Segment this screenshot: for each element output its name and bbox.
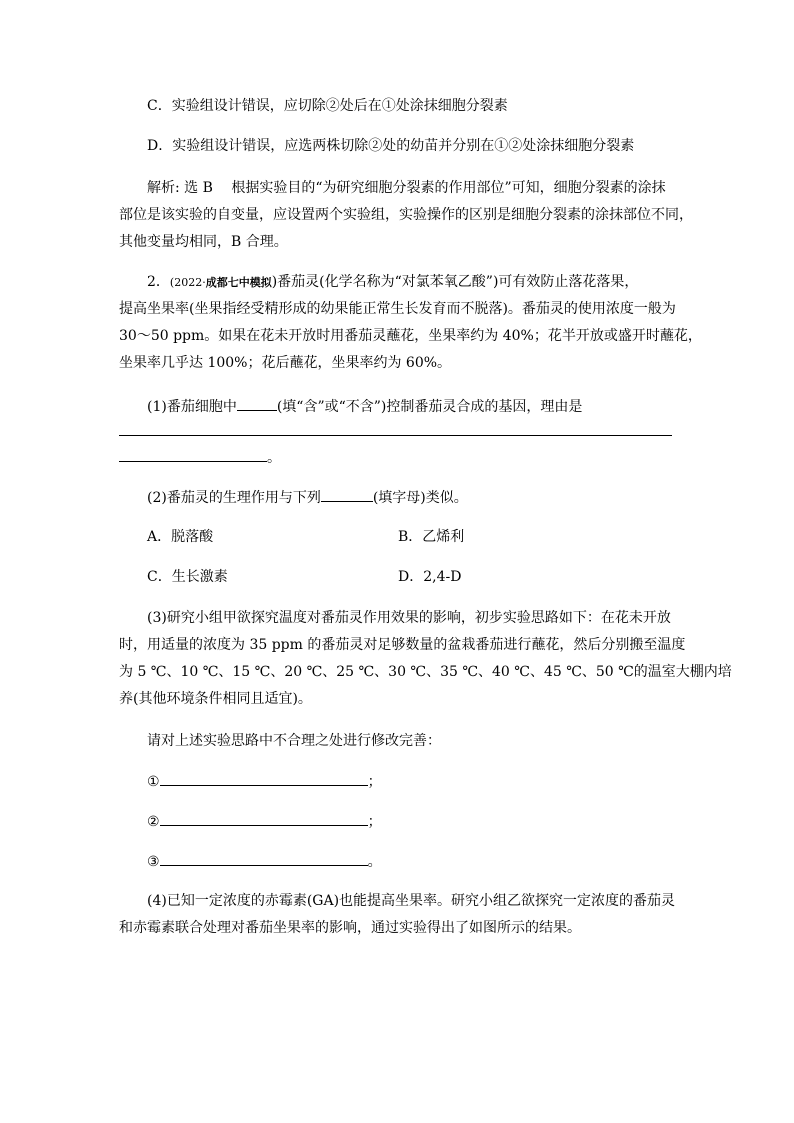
- choice-b: B．乙烯利: [398, 529, 465, 545]
- analysis-label: 解析: [147, 180, 175, 196]
- answer-blank-3-2[interactable]: [160, 811, 368, 826]
- sub-question-3-line-2: 时，用适量的浓度为 35 ppm 的番茄灵对足够数量的盆栽番茄进行蘸花，然后分别搬至温度: [119, 637, 686, 653]
- choice-c: C．生长激素: [147, 569, 228, 585]
- sub-question-3-prompt: 请对上述实验思路中不合理之处进行修改完善：: [147, 733, 441, 749]
- revision-item-1: ① ；: [147, 771, 382, 792]
- analysis-line-3: 其他变量均相同，B 合理。: [119, 234, 288, 250]
- revision-item-3: ③ 。: [147, 851, 382, 872]
- question-2-line-3: 30～50 ppm。如果在花未开放时用番茄灵蘸花，坐果率约为 40%；花半开放或盛开时蘸花，: [119, 328, 702, 344]
- analysis-text-1: 根据实验目的“为研究细胞分裂素的作用部位”可知，细胞分裂素的涂抹: [231, 180, 666, 196]
- answer-blank-1-reason-tail[interactable]: [119, 447, 267, 462]
- answer-blank-1[interactable]: [237, 396, 277, 411]
- analysis-answer: : 选 B: [175, 180, 213, 196]
- revision-item-2: ② ；: [147, 811, 382, 832]
- choice-a: A．脱落酸: [147, 529, 214, 545]
- answer-blank-1-reason-line[interactable]: [119, 435, 672, 436]
- answer-blank-2[interactable]: [321, 487, 373, 502]
- analysis-line-1: [147, 178, 666, 198]
- sub-question-4-line-2: 和赤霉素联合处理对番茄坐果率的影响，通过实验得出了如图所示的结果。: [119, 920, 581, 936]
- question-2-line-4: 坐果率几乎达 100%；花后蘸花，坐果率约为 60%。: [119, 355, 452, 371]
- answer-blank-3-3[interactable]: [160, 851, 368, 866]
- choice-d: D．2,4-D: [398, 569, 462, 585]
- question-2-line-1: [147, 272, 638, 293]
- answer-blank-3-1[interactable]: [160, 771, 368, 786]
- option-d: D．实验组设计错误，应选两株切除②处的幼苗并分别在①②处涂抹细胞分裂素: [147, 138, 635, 154]
- sub-question-3-line-4: 养(其他环境条件相同且适宜)。: [119, 691, 312, 707]
- analysis-line-2: 部位是该实验的自变量，应设置两个实验组，实验操作的区别是细胞分裂素的涂抹部位不同，: [119, 207, 693, 223]
- question-number: 2．: [147, 274, 170, 290]
- answer-blank-1-reason-end: 。: [119, 447, 281, 468]
- question-intro-1: )番茄灵(化学名称为“对氯苯氧乙酸”)可有效防止落花落果，: [271, 274, 639, 290]
- option-c: C．实验组设计错误，应切除②处后在①处涂抹细胞分裂素: [147, 98, 508, 114]
- sub-question-2: (2)番茄灵的生理作用与下列 (填字母)类似。: [147, 487, 468, 508]
- sub-question-3-line-3: 为 5 ℃、10 ℃、15 ℃、20 ℃、25 ℃、30 ℃、35 ℃、40 ℃、45 ℃、50 ℃的温室大棚内培: [119, 664, 732, 680]
- sub-question-4-line-1: (4)已知一定浓度的赤霉素(GA)也能提高坐果率。研究小组乙欲探究一定浓度的番茄灵: [147, 893, 676, 909]
- sub-question-1: (1)番茄细胞中 (填“含”或“不含”)控制番茄灵合成的基因，理由是: [147, 396, 582, 417]
- sub-question-3-line-1: (3)研究小组甲欲探究温度对番茄灵作用效果的影响，初步实验思路如下：在花未开放: [147, 610, 671, 626]
- question-source: (2022·成都七中模拟: [169, 276, 272, 289]
- question-2-line-2: 提高坐果率(坐果指经受精形成的幼果能正常生长发育而不脱落)。番茄灵的使用浓度一般为: [119, 301, 676, 317]
